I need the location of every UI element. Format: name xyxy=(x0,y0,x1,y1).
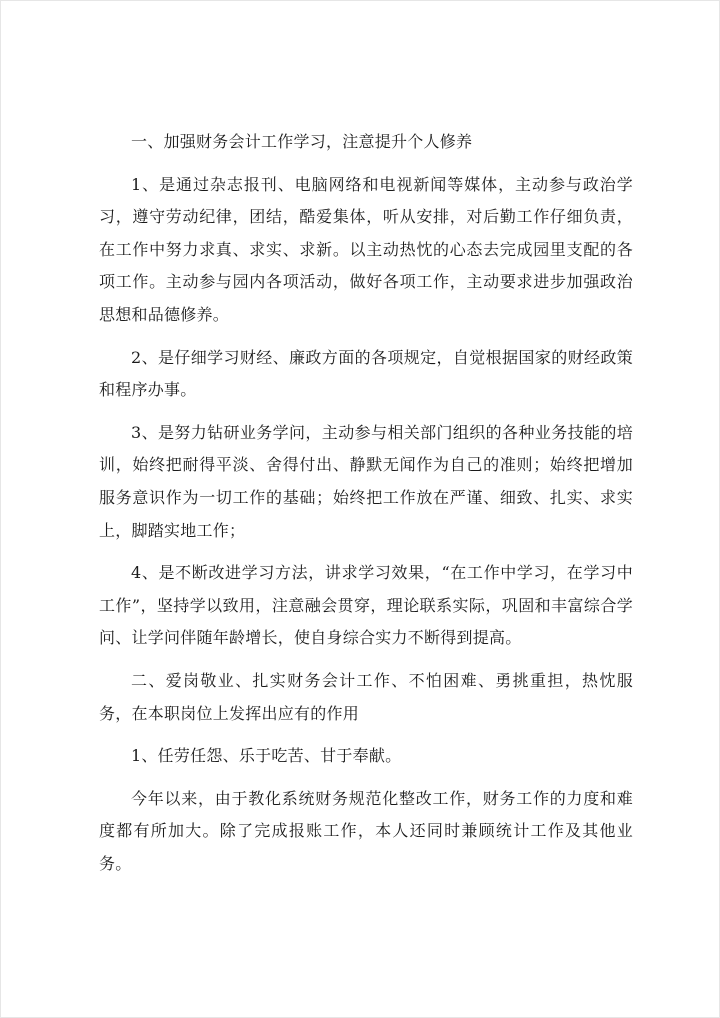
paragraph-1-2: 2、是仔细学习财经、廉政方面的各项规定，自觉根据国家的财经政策和程序办事。 xyxy=(99,347,633,400)
document-body xyxy=(99,126,633,880)
paragraph-2-1: 1、任劳任怨、乐于吃苦、甘于奉献。 xyxy=(131,746,402,766)
paragraph-1-1: 1、是通过杂志报刊、电脑网络和电视新闻等媒体，主动参与政治学习，遵守劳动纪律，团结，酷爱集体，听从安排，对后勤工作仔细负责，在工作中努力求真、求实、求新。以主动热忱的心态去完成园里支配的各项工作。主动参与园内各项活动，做好各项工作，主动要求进步加强政治思想和品德修养。 xyxy=(99,174,633,324)
paragraph-1-3: 3、是努力钻研业务学问，主动参与相关部门组织的各种业务技能的培训，始终把耐得平淡、舍得付出、静默无闻作为自己的准则；始终把增加服务意识作为一切工作的基础；始终把工作放在严谨、细致、扎实、求实上，脚踏实地工作； xyxy=(99,422,633,540)
paragraph-2-2: 今年以来，由于教化系统财务规范化整改工作，财务工作的力度和难度都有所加大。除了完成报账工作，本人还同时兼顾统计工作及其他业务。 xyxy=(99,788,633,873)
section-heading-1: 一、加强财务会计工作学习，注意提升个人修养 xyxy=(131,132,473,151)
paragraph-1-4: 4、是不断改进学习方法，讲求学习效果，“在工作中学习，在学习中工作”，坚持学以致用，注意融会贯穿，理论联系实际，巩固和丰富综合学问、让学问伴随年龄增长，使自身综合实力不断得到提高。 xyxy=(99,563,633,648)
section-heading-2: 二、爱岗敬业、扎实财务会计工作、不怕困难、勇挑重担，热忱服务，在本职岗位上发挥出应有的作用 xyxy=(99,670,633,723)
